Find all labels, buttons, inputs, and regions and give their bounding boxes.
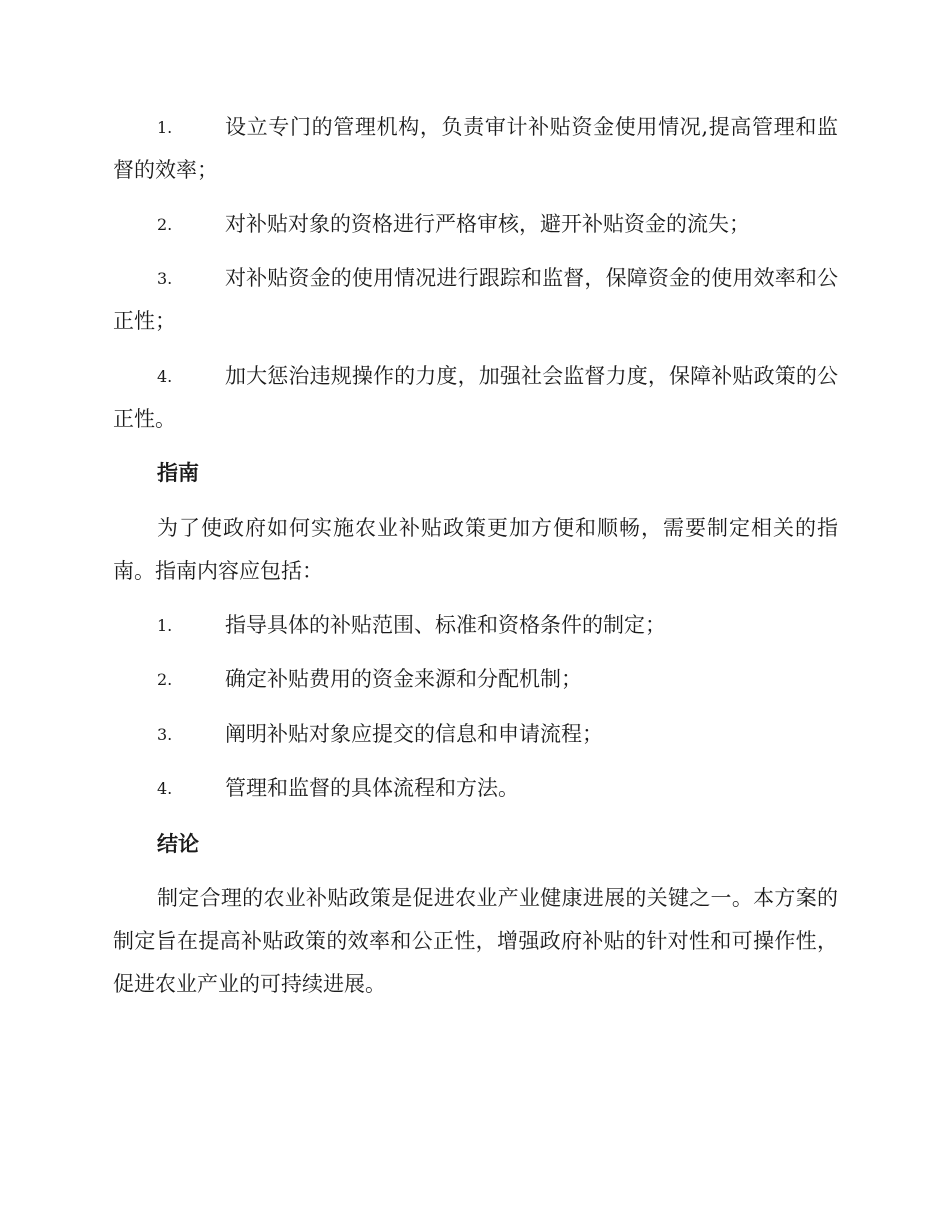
list-item [113, 355, 838, 441]
section-heading-guide: 指南 [157, 461, 199, 485]
list-item [113, 604, 838, 647]
guide-intro-paragraph: 为了使政府如何实施农业补贴政策更加方便和顺畅，需要制定相关的指南。指南内容应包括： [113, 516, 838, 583]
list-text: 对补贴对象的资格进行严格审核，避开补贴资金的流失； [225, 212, 750, 236]
list-item [113, 658, 838, 701]
list-text: 确定补贴费用的资金来源和分配机制； [225, 667, 582, 691]
list-item [113, 257, 838, 343]
conclusion-paragraph: 制定合理的农业补贴政策是促进农业产业健康进展的关键之一。本方案的制定旨在提高补贴政策的效率和公正性，增强政府补贴的针对性和可操作性，促进农业产业的可持续进展。 [113, 886, 838, 996]
list-text: 阐明补贴对象应提交的信息和申请流程； [225, 722, 603, 746]
list-number: 2. [157, 670, 173, 689]
list-number: 3. [157, 269, 173, 288]
list-text: 对补贴资金的使用情况进行跟踪和监督，保障资金的使用效率和公正性； [113, 266, 838, 333]
list-item [113, 767, 838, 810]
list-number: 4. [157, 779, 173, 798]
list-text: 指导具体的补贴范围、标准和资格条件的制定； [225, 613, 666, 637]
list-text: 加大惩治违规操作的力度，加强社会监督力度，保障补贴政策的公正性。 [113, 364, 838, 431]
list-number: 2. [157, 215, 173, 234]
list-text: 设立专门的管理机构，负责审计补贴资金使用情况,提高管理和监督的效率； [113, 115, 838, 182]
list-number: 1. [157, 118, 173, 137]
section-heading-conclusion: 结论 [157, 832, 199, 856]
list-number: 1. [157, 616, 173, 635]
list-item [113, 106, 838, 192]
list-item [113, 203, 838, 246]
list-number: 3. [157, 725, 173, 744]
list-text: 管理和监督的具体流程和方法。 [225, 776, 519, 800]
list-number: 4. [157, 367, 173, 386]
list-item [113, 713, 838, 756]
